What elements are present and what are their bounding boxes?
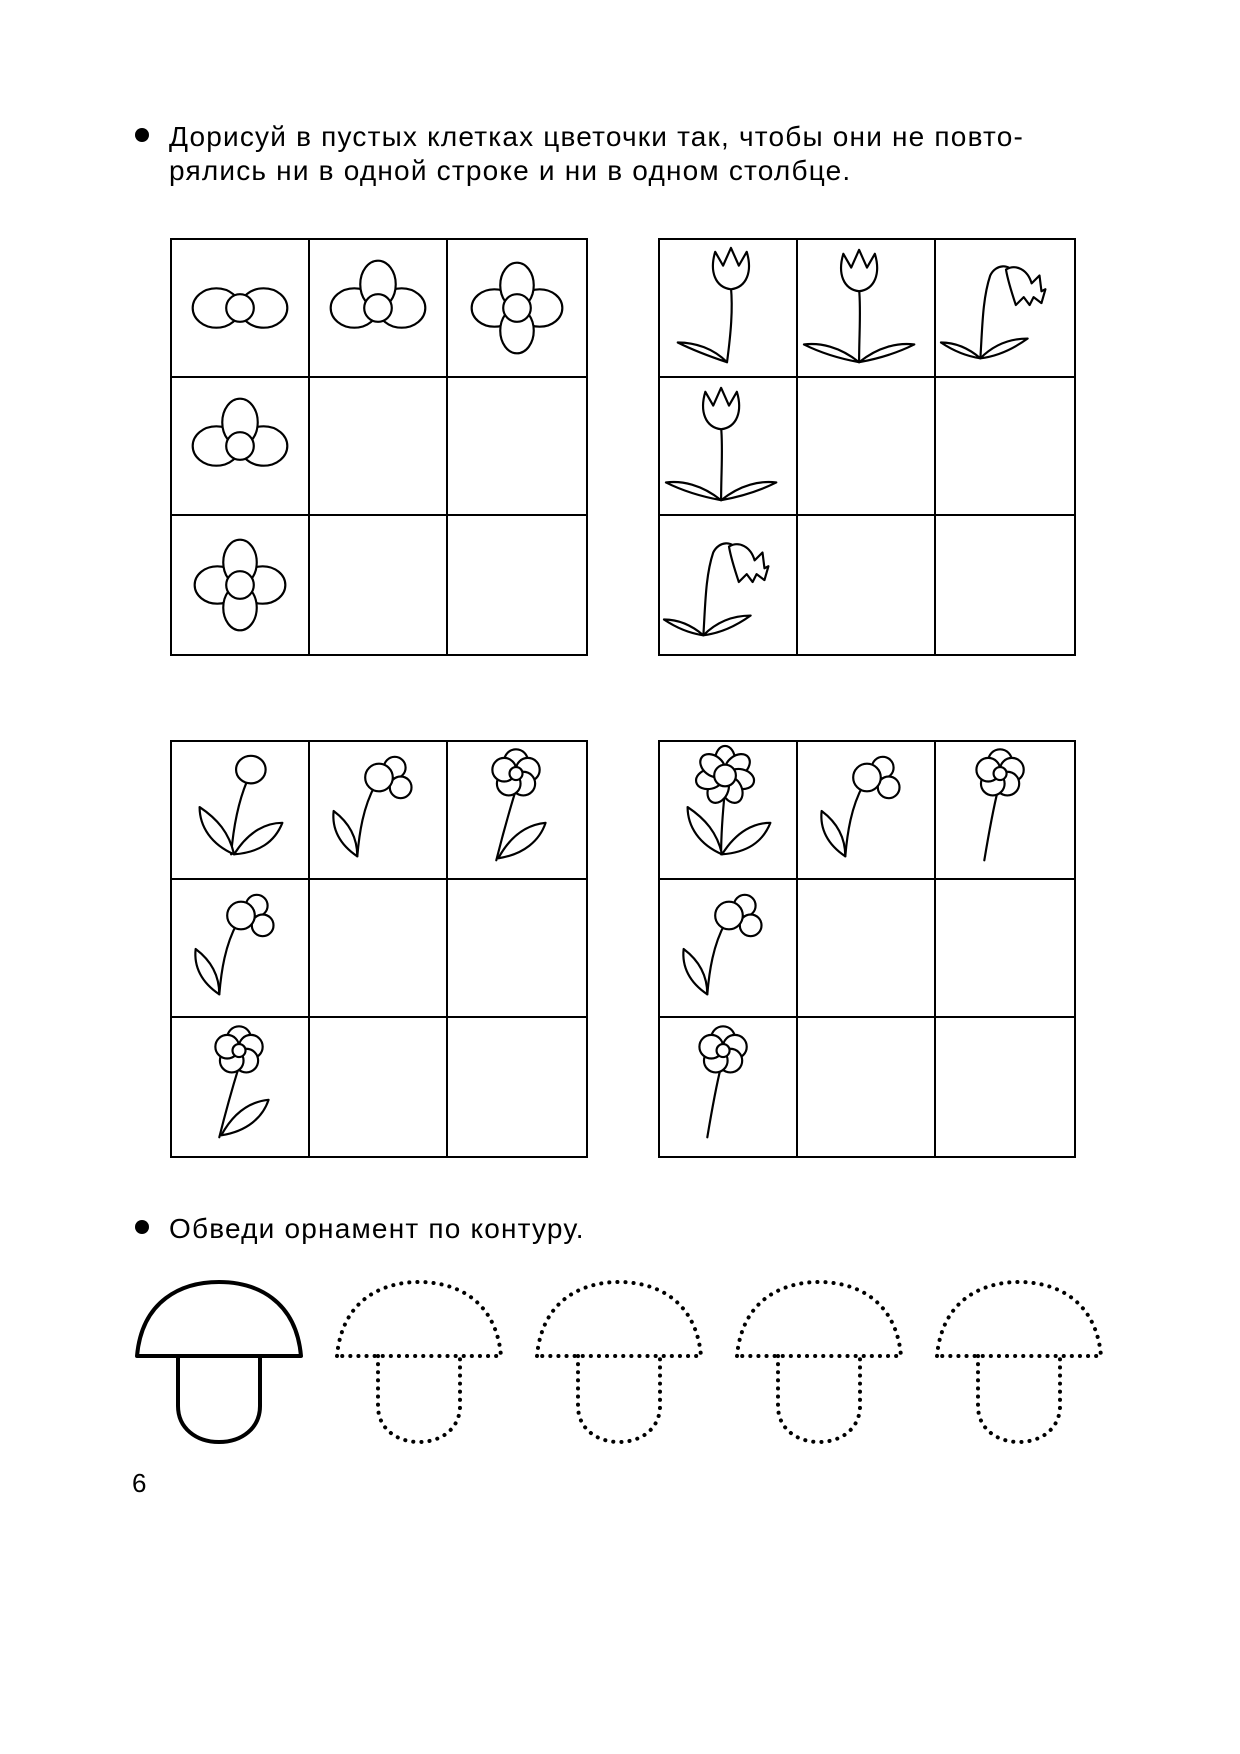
grid-cell	[798, 240, 936, 378]
grid-cell	[660, 1018, 798, 1156]
grid-cell	[660, 516, 798, 654]
grid-cell	[172, 742, 310, 880]
two-petal-flower-icon	[172, 240, 308, 376]
tulip-icon	[660, 240, 796, 376]
task-text-2: Обведи орнамент по контуру.	[169, 1213, 585, 1244]
three-ball-flower-one-leaf-icon	[798, 742, 934, 878]
grid-cell	[660, 240, 798, 378]
page-number: 6	[132, 1468, 147, 1498]
task-text-1	[169, 120, 1109, 188]
bullet-icon	[135, 128, 149, 142]
task-text-1-line1: Дорисуй в пустых клетках цветочки так, чтобы они не повто-	[169, 121, 1025, 152]
grid-cell	[172, 1018, 310, 1156]
four-petal-flower-icon	[172, 516, 308, 654]
tulip-two-leaves-icon	[660, 378, 796, 514]
grid-cell	[660, 880, 798, 1018]
three-petal-flower-icon	[310, 240, 446, 376]
grid-cell	[936, 240, 1074, 378]
bellflower-icon	[936, 240, 1074, 376]
grid-cell	[172, 516, 310, 654]
grid-cell	[448, 240, 586, 378]
dotted-mushroom-icon	[934, 1278, 1104, 1448]
solid-mushroom-icon	[134, 1278, 304, 1448]
grid-cell	[660, 742, 798, 880]
five-petal-flower-one-leaf-icon	[172, 1018, 308, 1156]
five-petal-flower-one-leaf-icon	[448, 742, 586, 878]
round-flower-two-leaves-icon	[172, 742, 308, 878]
grid-petal-flowers	[170, 238, 588, 656]
bellflower-icon	[660, 516, 796, 654]
four-petal-flower-icon	[448, 240, 586, 376]
empty-cell[interactable]	[448, 516, 586, 654]
empty-cell[interactable]	[310, 880, 448, 1018]
dotted-mushroom-icon	[334, 1278, 504, 1448]
empty-cell[interactable]	[936, 378, 1074, 516]
grid-cell	[310, 240, 448, 378]
grid-tulips	[658, 238, 1076, 656]
task-text-1-line2: рялись ни в одной строке и ни в одном столбце.	[169, 155, 852, 186]
empty-cell[interactable]	[798, 516, 936, 654]
three-petal-flower-icon	[172, 378, 308, 514]
empty-cell[interactable]	[310, 516, 448, 654]
grid-cell	[936, 742, 1074, 880]
empty-cell[interactable]	[936, 516, 1074, 654]
three-ball-flower-one-leaf-icon	[172, 880, 308, 1016]
grid-cell	[798, 742, 936, 880]
empty-cell[interactable]	[798, 880, 936, 1018]
empty-cell[interactable]	[448, 1018, 586, 1156]
empty-cell[interactable]	[310, 378, 448, 516]
bullet-icon	[135, 1220, 149, 1234]
three-ball-flower-one-leaf-icon	[660, 880, 796, 1016]
dotted-mushroom-icon	[534, 1278, 704, 1448]
five-petal-flower-no-leaf-icon	[936, 742, 1074, 878]
grid-stem-flowers	[170, 740, 588, 1158]
empty-cell[interactable]	[448, 880, 586, 1018]
grid-cell	[448, 742, 586, 880]
grid-cell	[172, 880, 310, 1018]
grid-cell	[172, 240, 310, 378]
empty-cell[interactable]	[936, 1018, 1074, 1156]
dotted-mushroom-icon	[734, 1278, 904, 1448]
grid-daisies	[658, 740, 1076, 1158]
daisy-two-leaves-icon	[660, 742, 796, 878]
five-petal-flower-no-leaf-icon	[660, 1018, 796, 1156]
empty-cell[interactable]	[310, 1018, 448, 1156]
grid-cell	[660, 378, 798, 516]
empty-cell[interactable]	[448, 378, 586, 516]
tulip-two-leaves-icon	[798, 240, 934, 376]
grid-cell	[172, 378, 310, 516]
three-ball-flower-one-leaf-icon	[310, 742, 446, 878]
empty-cell[interactable]	[798, 1018, 936, 1156]
grid-cell	[310, 742, 448, 880]
empty-cell[interactable]	[798, 378, 936, 516]
empty-cell[interactable]	[936, 880, 1074, 1018]
